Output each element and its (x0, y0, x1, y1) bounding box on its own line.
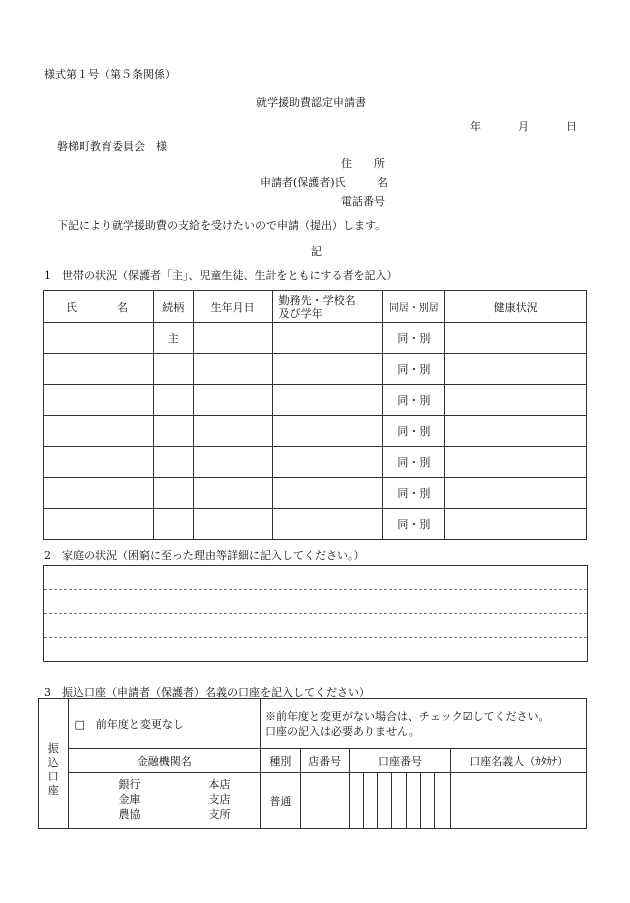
applicant-label: 申請者(保護者)氏 (260, 176, 346, 189)
relation-cell[interactable] (153, 416, 193, 447)
bank-side-label: 振 込 口 座 (39, 699, 69, 829)
birth-cell[interactable] (193, 509, 272, 540)
header-type: 種別 (261, 749, 301, 773)
table-row (44, 385, 587, 416)
health-cell[interactable] (445, 447, 587, 478)
header-birth: 生年月日 (193, 291, 272, 323)
table-row (44, 354, 587, 385)
household-table (43, 290, 587, 540)
branch-number-cell[interactable] (300, 773, 349, 829)
family-situation-box[interactable] (43, 565, 588, 662)
health-cell[interactable] (445, 416, 587, 447)
header-holder: 口座名義人（ｶﾀｶﾅ） (451, 749, 587, 773)
birth-cell[interactable] (193, 385, 272, 416)
account-digit[interactable] (435, 773, 451, 829)
work-cell[interactable] (272, 323, 383, 354)
living-cell[interactable]: 同・別 (383, 354, 445, 385)
living-cell[interactable]: 同・別 (383, 385, 445, 416)
phone-label: 電話番号 (341, 195, 385, 208)
section2-heading: 2 家庭の状況（困窮に至った理由等詳細に記入してください。） (44, 549, 365, 562)
date-year: 年 (470, 120, 481, 133)
work-cell[interactable] (272, 416, 383, 447)
relation-cell[interactable] (153, 509, 193, 540)
header-name: 氏 名 (44, 291, 154, 323)
health-cell[interactable] (445, 385, 587, 416)
birth-cell[interactable] (193, 447, 272, 478)
name-cell[interactable] (44, 416, 154, 447)
holder-cell[interactable] (451, 773, 587, 829)
name-cell[interactable] (44, 354, 154, 385)
table-row (44, 447, 587, 478)
work-cell[interactable] (272, 354, 383, 385)
birth-cell[interactable] (193, 323, 272, 354)
account-digit[interactable] (349, 773, 363, 829)
table-row (44, 416, 587, 447)
header-health: 健康状況 (445, 291, 587, 323)
account-digit[interactable] (406, 773, 420, 829)
table-row (44, 323, 587, 354)
work-cell[interactable] (272, 447, 383, 478)
account-type-cell[interactable]: 普通 (261, 773, 301, 829)
bank-table (38, 698, 587, 829)
relation-cell[interactable] (153, 478, 193, 509)
table-row (44, 509, 587, 540)
intro-text: 下記により就学援助費の支給を受けたいので申請（提出）します。 (57, 219, 387, 232)
address-label: 住 所 (341, 157, 385, 170)
header-bank-name: 金融機関名 (68, 749, 261, 773)
account-digit[interactable] (392, 773, 406, 829)
name-cell[interactable] (44, 323, 154, 354)
health-cell[interactable] (445, 323, 587, 354)
header-relation: 続柄 (153, 291, 193, 323)
name-cell[interactable] (44, 509, 154, 540)
birth-cell[interactable] (193, 416, 272, 447)
name-cell[interactable] (44, 478, 154, 509)
no-change-note: ※前年度と変更がない場合は、チェック☑してください。 口座の記入は必要ありません。 (261, 699, 587, 749)
work-cell[interactable] (272, 385, 383, 416)
recipient: 磐梯町教育委員会 様 (57, 140, 167, 153)
form-id: 様式第１号（第５条関係） (44, 68, 176, 81)
section1-heading: 1 世帯の状況（保護者「主」、児童生徒、生計をともにする者を記入） (44, 269, 398, 282)
header-work: 勤務先・学校名 及び学年 (272, 291, 383, 323)
health-cell[interactable] (445, 478, 587, 509)
relation-cell[interactable] (153, 385, 193, 416)
table-row (44, 478, 587, 509)
living-cell[interactable]: 同・別 (383, 478, 445, 509)
no-change-checkbox[interactable]: □ 前年度と変更なし (68, 699, 261, 749)
name-cell[interactable] (44, 447, 154, 478)
account-digit[interactable] (378, 773, 392, 829)
date-day: 日 (566, 120, 577, 133)
relation-cell[interactable] (153, 447, 193, 478)
section3-heading: 3 振込口座（申請者（保護者）名義の口座を記入してください） (44, 686, 370, 699)
work-cell[interactable] (272, 478, 383, 509)
living-cell[interactable]: 同・別 (383, 323, 445, 354)
work-cell[interactable] (272, 509, 383, 540)
header-branch: 店番号 (300, 749, 349, 773)
header-account-number: 口座番号 (349, 749, 451, 773)
bank-name-cell[interactable]: 銀行 金庫 農協 本店 支店 支所 (68, 773, 261, 829)
birth-cell[interactable] (193, 478, 272, 509)
health-cell[interactable] (445, 354, 587, 385)
ki-mark: 記 (311, 245, 322, 258)
living-cell[interactable]: 同・別 (383, 447, 445, 478)
health-cell[interactable] (445, 509, 587, 540)
account-digit[interactable] (420, 773, 434, 829)
relation-cell[interactable]: 主 (153, 323, 193, 354)
name-cell[interactable] (44, 385, 154, 416)
header-living: 同居・別居 (383, 291, 445, 323)
date-month: 月 (518, 120, 529, 133)
relation-cell[interactable] (153, 354, 193, 385)
applicant-name-char: 名 (377, 176, 388, 189)
living-cell[interactable]: 同・別 (383, 416, 445, 447)
page-title: 就学援助費認定申請書 (256, 96, 366, 109)
account-digit[interactable] (363, 773, 377, 829)
living-cell[interactable]: 同・別 (383, 509, 445, 540)
birth-cell[interactable] (193, 354, 272, 385)
